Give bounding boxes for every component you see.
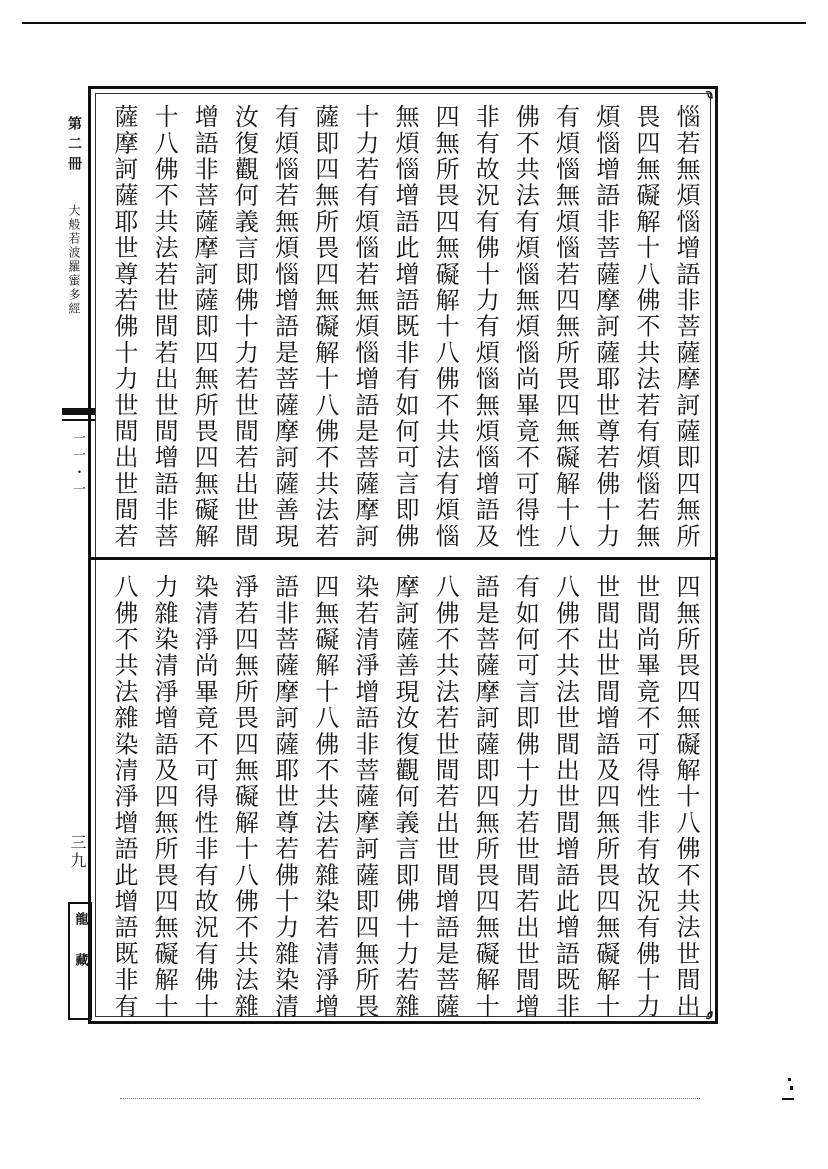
text-column: 染若清淨增語非菩薩摩訶薩即四無所畏 xyxy=(350,574,379,1020)
text-column: 薩摩訶薩耶世尊若佛十力世間出世間若 xyxy=(110,104,138,550)
sutra-title: 大般若波羅蜜多經 xyxy=(67,204,81,316)
text-column: 汝復觀何義言即佛十力若世間若出世間 xyxy=(230,104,259,550)
text-column: 佛不共法有煩惱無煩惱尚畢竟不可得性 xyxy=(511,104,540,550)
roll-number: 一一・一 xyxy=(70,431,85,499)
text-column: 非有故況有佛十力有煩惱無煩惱增語及 xyxy=(471,104,500,550)
bottom-rule xyxy=(120,1098,700,1100)
collection-mark: 龍藏 xyxy=(72,912,88,994)
volume-label: 第二冊 xyxy=(66,116,82,176)
scroll-ornament-icon xyxy=(700,86,718,104)
text-column: 十力若有煩惱若無煩惱增語是菩薩摩訶 xyxy=(350,104,379,550)
text-column: 有煩惱若無煩惱增語是菩薩摩訶薩善現 xyxy=(270,104,299,550)
text-column: 薩即四無所畏四無礙解十八佛不共法若 xyxy=(310,104,339,550)
text-column: 語是菩薩摩訶薩即四無所畏四無礙解十 xyxy=(471,574,500,1020)
text-column: 世間尚畢竟不可得性非有故況有佛十力 xyxy=(631,574,660,1020)
text-column: 四無所畏四無礙解十八佛不共法有煩惱 xyxy=(431,104,460,550)
text-column: 四無所畏四無礙解十八佛不共法世間出 xyxy=(671,574,700,1020)
frame-divider xyxy=(91,557,715,560)
scan-speck xyxy=(782,1074,796,1104)
text-column: 四無礙解十八佛不共法若雜染若清淨增 xyxy=(310,574,339,1020)
text-column: 八佛不共法雜染清淨增語此增語既非有 xyxy=(110,574,138,1020)
upper-text-block xyxy=(105,104,701,552)
text-column: 畏四無礙解十八佛不共法若有煩惱若無 xyxy=(631,104,660,550)
page-number: 三九 xyxy=(68,834,87,870)
text-column: 淨若四無所畏四無礙解十八佛不共法雜 xyxy=(230,574,259,1020)
text-column: 惱若無煩惱增語非菩薩摩訶薩即四無所 xyxy=(671,104,700,550)
text-column: 力雜染清淨增語及四無所畏四無礙解十 xyxy=(150,574,179,1020)
lower-text-block xyxy=(105,574,701,1020)
text-column: 八佛不共法若世間若出世間增語是菩薩 xyxy=(431,574,460,1020)
top-rule xyxy=(22,22,806,24)
text-column: 八佛不共法世間出世間增語此增語既非 xyxy=(551,574,580,1020)
text-column: 煩惱增語非菩薩摩訶薩耶世尊若佛十力 xyxy=(591,104,620,550)
text-column: 染清淨尚畢竟不可得性非有故況有佛十 xyxy=(190,574,219,1020)
text-column: 有如何可言即佛十力若世間若出世間增 xyxy=(511,574,540,1020)
text-column: 語非菩薩摩訶薩耶世尊若佛十力雜染清 xyxy=(270,574,299,1020)
text-column: 增語非菩薩摩訶薩即四無所畏四無礙解 xyxy=(190,104,219,550)
text-column: 摩訶薩善現汝復觀何義言即佛十力若雜 xyxy=(390,574,419,1020)
text-column: 有煩惱無煩惱若四無所畏四無礙解十八 xyxy=(551,104,580,550)
text-column: 世間出世間增語及四無所畏四無礙解十 xyxy=(591,574,620,1020)
text-column: 十八佛不共法若世間若出世間增語非菩 xyxy=(150,104,179,550)
scroll-ornament-icon xyxy=(700,1006,718,1024)
text-column: 無煩惱增語此增語既非有如何可言即佛 xyxy=(390,104,419,550)
